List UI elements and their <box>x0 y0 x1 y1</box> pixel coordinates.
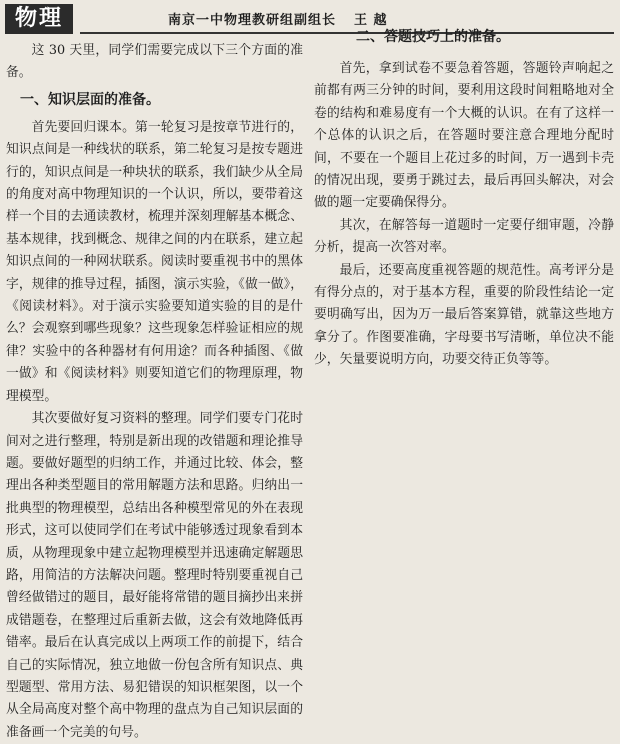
section2-heading: 二、答题技巧上的准备。 <box>356 29 510 45</box>
section2-paragraph-2: 其次，在解答每一道题时一定要仔细审题，冷静分析，提高一次答对率。 <box>314 217 614 256</box>
author-title: 南京一中物理教研组副组长 <box>168 13 337 28</box>
section1-heading: 一、知识层面的准备。 <box>20 91 160 108</box>
section2-paragraph-1: 首先，拿到试卷不要急着答题，答题铃声响起之前都有两三分钟的时间，要利用这段时间粗略地对全卷的结构和难易度有一个大概的认识。在有了这样一个总体的认识之后，在答题时要注意合理地分配时间，不要在一个题目上花过多的时间，万一遇到卡壳的情况出现，要勇于跳过去，最后再回头解决，对会做的题一定要确保得分。 <box>314 61 614 211</box>
intro-paragraph: 这 30 天里，同学们需要完成以下三个方面的准备。 <box>6 43 303 81</box>
left-column <box>6 40 303 740</box>
right-column <box>314 18 614 577</box>
section1-paragraph-1: 首先要回归课本。第一轮复习是按章节进行的，知识点间是一种线状的联系，第二轮复习是按专题进行的，知识点间是一种块状的联系，我们缺少从全局的角度对高中物理知识的一个认识，所以，要带着这样一个目的去通读教材，梳理并深刻理解基本概念、基本规律，找到概念、规律之间的内在联系，建立起知识点间的一种网状联系。阅读时要重视书中的黑体字，规律的推导过程，插图，演示实验，《做一做》，《阅读材料》。对于演示实验要知道实验的目的是什么？会观察到哪些现象？这些现象怎样验证相应的规律？实验中的各种器材有何用途？而各种插图、《做一做》和《阅读材料》则要知道它们的物理原理，物理模型。 <box>6 119 303 404</box>
subject-tag: 物理 <box>5 4 73 34</box>
section2-paragraph-3: 最后，还要高度重视答题的规范性。高考评分是有得分点的，对于基本方程，重要的阶段性结论一定要明确写出，因为万一最后答案算错，就靠这些地方拿分了。作图要准确，字母要书写清晰，单位决不能少，矢量要说明方向，功要交待正负等等。 <box>314 262 614 368</box>
author-name: 王 越 <box>354 13 388 28</box>
section1-paragraph-2: 其次要做好复习资料的整理。同学们要专门花时间对之进行整理，特别是新出现的改错题和理论推导题。要做好题型的归纳工作，并通过比较、体会，整理出各种类型题目的常用解题方法和思路。归纳出一批典型的物理模型，总结出各种模型常见的外在表现形式，这可以使同学们在考试中能够透过现象看到本质，从物理现象中建立起物理模型并迅速确定解题思路，用简洁的方法解决问题。整理时特别要重视自己曾经做错过的题目，最好能将常错的题目摘抄出来拼成错题卷，在整理过后重新去做，这会有效地降低再错率。最后在认真完成以上两项工作的前提下，结合自己的实际情况，独立地做一份包含所有知识点、典型题型、常用方法、易犯错误的知识框架图，以一个从全局高度对整个高中物理的盘点为自己知识层面的准备画一个完美的句号。 <box>6 411 303 740</box>
